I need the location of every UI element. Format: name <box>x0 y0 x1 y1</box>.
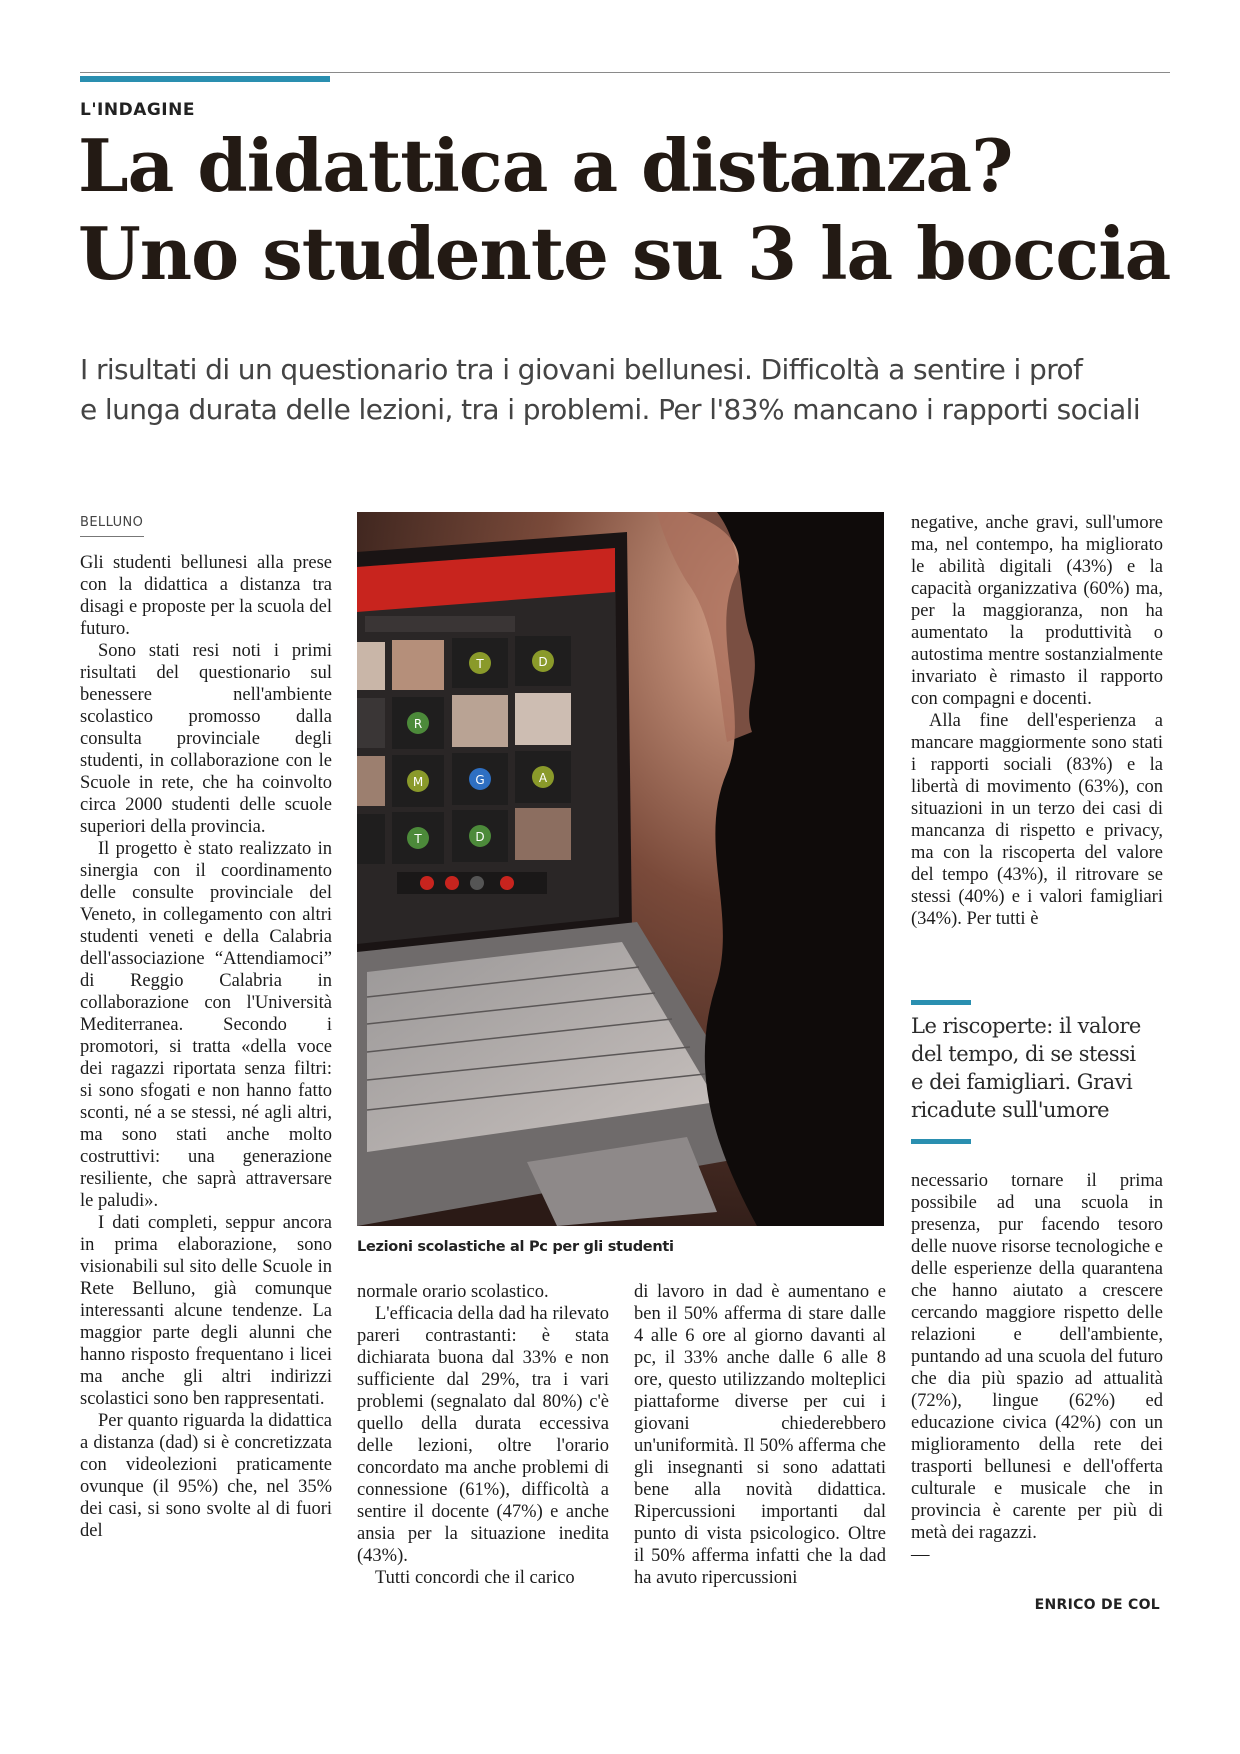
video-tile <box>392 640 444 690</box>
camera-off-icon <box>445 876 459 890</box>
paragraph: I dati completi, seppur ancora in prima elaborazione, sono visionabili sul sito delle Scuole in Rete Belluno, già comunque interessanti alcune tendenze. La maggior parte degli alunni che hanno risposto frequentano i licei ma anche gli altri indirizzi scolastici sono ben rappresentati. <box>80 1213 332 1409</box>
laptop-illustration <box>357 512 884 1226</box>
meeting-title-bar <box>365 616 515 632</box>
body-column-3 <box>634 1281 886 1589</box>
avatar-letter: T <box>414 832 422 846</box>
subhead <box>80 350 1180 430</box>
pullquote-line: ricadute sull'umore <box>911 1098 1110 1122</box>
paragraph: Sono stati resi noti i primi risultati del questionario sul benessere nell'ambiente scolastico promosso dalla consulta provinciale degli studenti, in collaborazione con le Scuole in rete, che ha coinvolto circa 2000 studenti delle scuole superiori della provincia. <box>80 641 332 837</box>
headline-line-1: La didattica a distanza? <box>78 123 1013 208</box>
kicker: L'INDAGINE <box>80 100 195 120</box>
avatar-letter: G <box>475 773 485 787</box>
photo-caption: Lezioni scolastiche al Pc per gli studenti <box>357 1239 674 1255</box>
hangup-icon <box>500 876 514 890</box>
paragraph: normale orario scolastico. <box>357 1282 549 1302</box>
avatar-letter: R <box>413 717 423 731</box>
article-photo <box>357 512 884 1226</box>
body-column-4-top <box>911 512 1163 930</box>
pullquote-rule-bottom <box>911 1139 971 1144</box>
headline <box>78 122 1178 298</box>
video-tile <box>452 695 508 747</box>
video-tile <box>357 642 385 690</box>
paragraph: Il progetto è stato realizzato in sinergia con il coordinamento delle consulte provinciale del Veneto, in collegamento con altri studenti veneti e della Calabria dell'associazione “Attendiamoci” di Reggio Calabria in collaborazione con l'Università Mediterranea. Secondo i promotori, si tratta «della voce dei ragazzi riportata senza filtri: si sono sfogati e non hanno fatto sconti, né a se stessi, né agli altri, ma sono stati anche molto costruttivi: una generazione resiliente, che saprà attraversare le paludi». <box>80 839 332 1211</box>
avatar-letter: T <box>476 657 484 671</box>
video-tile <box>515 693 571 745</box>
body-column-2 <box>357 1281 609 1589</box>
headline-line-2: Uno studente su 3 la boccia <box>78 211 1171 296</box>
subhead-line-1: I risultati di un questionario tra i giovani bellunesi. Difficoltà a sentire i prof <box>80 353 1083 386</box>
avatar-letter: A <box>538 771 548 785</box>
body-column-1 <box>80 552 332 1542</box>
paragraph: Alla fine dell'esperienza a mancare maggiormente sono stati i rapporti sociali (83%) e la libertà di movimento (63%), con situazioni in un terzo dei casi di mancanza di rispetto e privacy, ma con la riscoperta del valore del tempo (43%), il ritrovare se stessi (40%) e i valori famigliari (34%). Per tutti è <box>911 711 1163 929</box>
avatar-letter: D <box>538 655 548 669</box>
byline: ENRICO DE COL <box>1034 1597 1160 1613</box>
subhead-line-2: e lunga durata delle lezioni, tra i problemi. Per l'83% mancano i rapporti sociali <box>80 393 1140 426</box>
dateline-rule <box>80 536 144 537</box>
video-tile <box>515 808 571 860</box>
pullquote <box>911 1012 1171 1124</box>
avatar-letter: D <box>475 830 485 844</box>
paragraph: necessario tornare il prima possibile ad una scuola in presenza, pur facendo tesoro delle nuove risorse tecnologiche e delle esperienze della quarantena che hanno aiutato a crescere cercando maggiore rispetto delle relazioni e dell'ambiente, puntando ad una scuola del futuro che dia più spazio ad attualità (72%), lingue (62%) ed educazione civica (42%) con un miglioramento della rete dei trasporti bellunesi e dell'offerta culturale e musicale che in provincia è carente per più di metà dei ragazzi. <box>911 1171 1163 1543</box>
pullquote-line: Le riscoperte: il valore <box>911 1014 1141 1038</box>
video-tile <box>357 698 385 748</box>
body-column-4-bottom <box>911 1170 1163 1566</box>
paragraph: L'efficacia della dad ha rilevato pareri contrastanti: è stata dichiarata buona dal 33% e non sufficiente dal 29%, tra i vari problemi (segnalato dal 80%) c'è quello della durata eccessiva delle lezioni, oltre l'orario concordato ma anche problemi di connessione (61%), difficoltà a sentire il docente (47%) e anche ansia per la situazione inedita (43%). <box>357 1304 609 1566</box>
pullquote-line: e dei famigliari. Gravi <box>911 1070 1133 1094</box>
mic-off-icon <box>420 876 434 890</box>
dateline: BELLUNO <box>80 515 144 530</box>
paragraph: Tutti concordi che il carico <box>375 1568 575 1588</box>
pullquote-line: del tempo, di se stessi <box>911 1042 1136 1066</box>
top-accent-bar <box>80 76 330 82</box>
top-rule <box>80 72 1170 73</box>
pullquote-rule-top <box>911 1000 971 1005</box>
video-tile <box>357 756 385 806</box>
paragraph: di lavoro in dad è aumentano e ben il 50% afferma di stare dalle 4 alle 6 ore al giorno davanti al pc, il 33% anche dalle 6 alle 8 ore, questo utilizzando molteplici piattaforme diverse per cui i giovani chiederebbero un'uniformità. Il 50% afferma che gli insegnanti si sono adattati bene alla novità didattica. Ripercussioni importanti dal punto di vista psicologico. Oltre il 50% afferma infatti che la dad ha avuto ripercussioni <box>634 1282 886 1588</box>
settings-icon <box>470 876 484 890</box>
video-tile <box>357 814 385 864</box>
paragraph: Gli studenti bellunesi alla prese con la didattica a distanza tra disagi e proposte per la scuola del futuro. <box>80 553 332 639</box>
paragraph: negative, anche gravi, sull'umore ma, nel contempo, ha migliorato le abilità digitali (43%) e la capacità organizzativa (60%) ma, per la maggioranza, non ha aumentato la produttività o autostima mentre sostanzialmente invariato è rimasto il rapporto con compagni e docenti. <box>911 513 1163 709</box>
paragraph: Per quanto riguarda la didattica a distanza (dad) si è concretizzata con videolezioni praticamente ovunque (il 95%) che, nel 35% dei casi, si sono svolte al di fuori del <box>80 1411 332 1541</box>
avatar-letter: M <box>412 775 424 789</box>
end-mark: — <box>911 1545 930 1565</box>
